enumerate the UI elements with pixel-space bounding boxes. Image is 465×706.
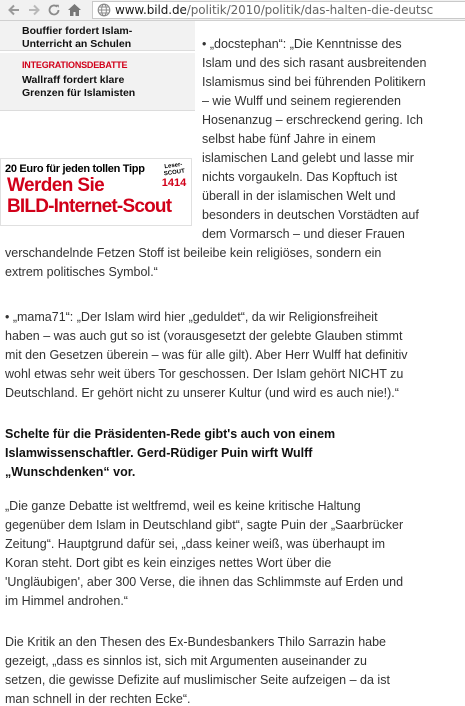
- text-line: verschandelnde Fetzen Stoff ist beileibe kein religiöses, sondern ein: [5, 246, 382, 260]
- teaser-title-line[interactable]: Bouffier fordert Islam-: [22, 25, 133, 37]
- teaser-kicker: INTEGRATIONSDEBATTE: [22, 60, 128, 70]
- text-line: Deutschland. Er gehört nicht zu unserer Kultur (und wird es auch nie!).“: [5, 386, 399, 400]
- text-line: extrem politisches Symbol.“: [5, 265, 158, 279]
- text-line: Islamwissenschaftler. Gerd-Rüdiger Puin wirft Wulff: [5, 446, 313, 460]
- forward-button[interactable]: [24, 0, 44, 20]
- text-line: setzen, die gewisse Defizite auf muslimischer Seite aufzeigen – da ist: [5, 673, 390, 687]
- article-subheading: [5, 425, 465, 482]
- back-button[interactable]: [4, 0, 24, 20]
- text-line: Hosenanzug – erschreckend gering. Ich: [202, 113, 423, 127]
- reload-icon: [47, 3, 61, 17]
- teaser-title-line[interactable]: Wallraff fordert klare: [22, 74, 125, 86]
- teaser-title-line[interactable]: Grenzen für Islamisten: [22, 87, 136, 99]
- text-line: man schnell in der rechten Ecke“.: [5, 692, 191, 706]
- text-line: nichts vorgaukeln. Das Kopftuch ist: [202, 170, 398, 184]
- text-line: dem Vormarsch – und dieser Frauen: [202, 227, 405, 241]
- reader-comment-mama71: [5, 308, 465, 403]
- text-line: wohl etwas sehr weit übers Tor geschossen. Der Islam gehört NICHT zu: [5, 367, 404, 381]
- text-line: islamischen Land gelebt und lasse mir: [202, 151, 414, 165]
- sidebar: [0, 21, 195, 111]
- banner-headline: BILD-Internet-Scout: [7, 196, 172, 217]
- text-line: 'Ungläubigen', aber 300 Verse, die ihnen das Schlimmste auf Erden und: [5, 575, 404, 589]
- text-line: Zeitung“. Hauptgrund dafür sei, „dass keiner weiß, was überhaupt im: [5, 537, 386, 551]
- url-path: /politik/2010/politik/das-halten-die-deutsc: [186, 3, 434, 17]
- paragraph-sarrazin: [5, 633, 465, 706]
- text-line: – wie Wulff und seinem regierenden: [202, 94, 401, 108]
- text-line: • „docstephan“: „Die Kenntnisse des: [202, 37, 402, 51]
- globe-icon: [97, 3, 111, 17]
- text-line: im Himmel androhen.“: [5, 594, 128, 608]
- text-line: haben – was auch gut so ist (vorausgesetzt der gelebte Glauben stimmt: [5, 329, 403, 343]
- badge-label: Leser-SCOUT: [163, 161, 186, 178]
- badge-number: 1414: [161, 177, 187, 189]
- teaser-bouffier[interactable]: [0, 21, 195, 51]
- text-line: Koran steht. Dort gibt es kein einziges nettes Wort über die: [5, 556, 332, 570]
- banner-tagline: 20 Euro für jeden tollen Tipp: [5, 163, 145, 175]
- paragraph-puin-quote: [5, 497, 465, 611]
- text-line: Die Kritik an den Thesen des Ex-Bundesbankers Thilo Sarrazin habe: [5, 635, 387, 649]
- banner-headline: Werden Sie: [7, 175, 105, 196]
- text-line: gegenüber dem Islam in Deutschland gibt“, sagte Puin der „Saarbrücker: [5, 518, 404, 532]
- reader-comment-docstephan: [202, 35, 464, 244]
- address-bar[interactable]: [92, 1, 465, 19]
- home-button[interactable]: [64, 0, 84, 20]
- teaser-wallraff[interactable]: [0, 53, 195, 111]
- reload-button[interactable]: [44, 0, 64, 20]
- url-text: [115, 3, 433, 17]
- reader-comment-docstephan-continued: [5, 244, 465, 282]
- text-line: „Die ganze Debatte ist weltfremd, weil es keine kritische Haltung: [5, 499, 361, 513]
- url-host: www.bild.de: [115, 3, 187, 17]
- text-line: gezeigt, „dass es sinnlos ist, sich mit Argumenten auseinander zu: [5, 654, 367, 668]
- text-line: Islam und des sich rasant ausbreitenden: [202, 56, 427, 70]
- home-icon: [67, 3, 82, 17]
- text-line: • „mama71“: „Der Islam wird hier „geduldet“, da wir Religionsfreiheit: [5, 310, 378, 324]
- text-line: besonders in deutschen Vorstädten auf: [202, 208, 419, 222]
- text-line: mit den Gesetzen überein – was für alle gilt). Aber Herr Wulff hat definitiv: [5, 348, 408, 362]
- scout-badge-icon: [159, 163, 189, 191]
- arrow-left-icon: [7, 3, 21, 17]
- text-line: Schelte für die Präsidenten-Rede gibt's auch von einem: [5, 427, 336, 441]
- text-line: überall in der islamischen Welt und: [202, 189, 396, 203]
- internet-scout-banner[interactable]: [0, 158, 192, 226]
- text-line: Islamismus sind bei führenden Politikern: [202, 75, 426, 89]
- browser-toolbar: [0, 0, 465, 21]
- text-line: selbst habe fünf Jahre in einem: [202, 132, 376, 146]
- text-line: „Wunschdenken“ vor.: [5, 465, 136, 479]
- teaser-title-line[interactable]: Unterricht an Schulen: [22, 38, 132, 50]
- arrow-right-icon: [27, 3, 41, 17]
